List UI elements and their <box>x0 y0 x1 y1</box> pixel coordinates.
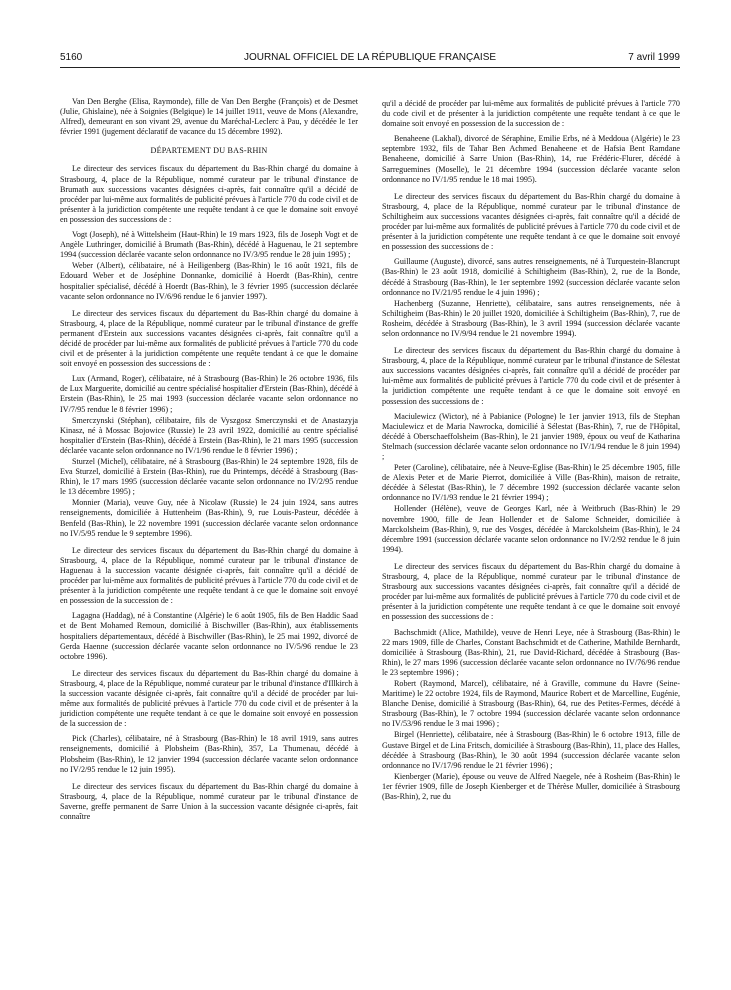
paragraph: Le directeur des services fiscaux du département du Bas-Rhin chargé du domaine à Strasbourg, 4, place de la République, nommé curateur par le tribunal d'instance de Schiltigheim aux successions vacantes désignées ci-après, fait connaître qu'il a décidé de procéder par lui-même aux formalités de publicité prévues à l'article 770 du code civil et de présenter à la juridiction compétente une requête tendant à ce que le domaine soit envoyé en possession des successions de : <box>382 191 680 252</box>
paragraph: Birgel (Henriette), célibataire, née à Strasbourg (Bas-Rhin) le 6 octobre 1913, fille de Gustave Birgel et de Lina Fritsch, domiciliée à Strasbourg (Bas-Rhin), 11, place des Halles, décédée à Strasbourg (Bas-Rhin), le 30 août 1994 (succession déclarée vacante selon ordonnance no IV/17/96 rendue le 21 février 1996) ; <box>382 730 680 770</box>
left-column <box>60 97 358 823</box>
paragraph: Maciulewicz (Wictor), né à Pabianice (Pologne) le 1er janvier 1913, fils de Stephan Maciulewicz et de Maria Nawrocka, domicilié à Sélestat (Bas-Rhin), 7, rue de l'Hôpital, décédé à Oberschaeffolsheim (Bas-Rhin), le 21 janvier 1989, époux ou veuf de Katharina Stelmach (succession déclarée vacante selon ordonnance no IV/1/94 rendue le 8 juin 1994) ; <box>382 411 680 461</box>
paragraph: Bachschmidt (Alice, Mathilde), veuve de Henri Leye, née à Strasbourg (Bas-Rhin) le 22 mars 1909, fille de Charles, Constant Bachschmidt et de Catherine, Mathilde Bernhardt, domiciliée à Strasbourg (Bas-Rhin), 21, rue David-Richard, décédée à Strasbourg (Bas-Rhin), le 27 mars 1996 (succession déclarée vacante selon ordonnance no IV/76/96 rendue le 23 septembre 1996) ; <box>382 627 680 677</box>
paragraph: Hachenberg (Suzanne, Henriette), célibataire, sans autres renseignements, née à Schiltigheim (Bas-Rhin) le 20 juillet 1920, domiciliée à Schiltigheim (Bas-Rhin), 7, rue de Rosheim, décédée à Strasbourg (Bas-Rhin), le 3 avril 1994 (succession déclarée vacante selon ordonnance no IV/9/94 rendue le 21 novembre 1994). <box>382 298 680 338</box>
paragraph: Van Den Berghe (Elisa, Raymonde), fille de Van Den Berghe (François) et de Desmet (Julie, Ghislaine), née à Soignies (Belgique) le 14 juillet 1911, veuve de Mons (Alexandre, Alfred), demeurant en son vivant 29, avenue du Maréchal-Leclerc à Pau, y décédée le 1er février 1991 (jugement déclaratif de vacance du 15 décembre 1992). <box>60 97 358 137</box>
paragraph: Le directeur des services fiscaux du département du Bas-Rhin chargé du domaine à Strasbourg, 4, place de la République, nommé curateur par le tribunal d'instance de Brumath aux successions vacantes désignées ci-après, fait connaître qu'il a décidé de procéder par lui-même aux formalités de publicité prévues à l'article 770 du code civil et de présenter à la juridiction compétente une requête tendant à ce que le domaine soit envoyé en possession des successions de : <box>60 164 358 224</box>
paragraph: Le directeur des services fiscaux du département du Bas-Rhin chargé du domaine à Strasbourg, 4, place de la République, nommé curateur par le tribunal d'instance de Haguenau à la succession vacante désignée ci-après, fait connaître qu'il a décidé de procéder par lui-même aux formalités de publicité prévues à l'article 770 du code civil et de présenter à la juridiction compétente une requête tendant à ce que le domaine soit envoyé en possession de la succession de : <box>60 545 358 606</box>
page-number: 5160 <box>60 52 83 63</box>
paragraph: Pick (Charles), célibataire, né à Strasbourg (Bas-Rhin) le 18 avril 1919, sans autres renseignements, domicilié à Plobsheim (Bas-Rhin), 357, La Thumenau, décédé à Plobsheim (Bas-Rhin), le 12 janvier 1994 (succession déclarée vacante selon ordonnance no IV/2/95 rendue le 12 juin 1995). <box>60 734 358 774</box>
paragraph: Le directeur des services fiscaux du département du Bas-Rhin chargé du domaine à Strasbourg, 4, place de la République, nommé curateur par le tribunal d'instance de greffe permanent d'Erstein aux successions vacantes désignées ci-après, fait connaître qu'il a décidé de procéder par lui-même aux formalités de publicité prévues à l'article 770 du code civil et de présenter à la juridiction compétente une requête tendant à ce que le domaine soit envoyé en possession des successions de : <box>60 308 358 369</box>
header-rule <box>60 67 680 68</box>
paragraph: Smerczynski (Stéphan), célibataire, fils de Vyszgosz Smerczynski et de Anastazyja Kinasz, né à Mossac Bojowice (Russie) le 23 avril 1922, domicilié au centre spécialisé hospitalier d'Erstein (Bas-Rhin), décédé à Erstein (Bas-Rhin), le 21 mars 1995 (succession déclarée vacante selon ordonnance no IV/1/96 rendue le 8 février 1996) ; <box>60 415 358 455</box>
paragraph: Le directeur des services fiscaux du département du Bas-Rhin chargé du domaine à Strasbourg, 4, place de la République, nommé curateur par le tribunal d'instance de Saverne, greffe permanent de Sarre Union à la succession vacante désignée ci-après, fait connaître <box>60 781 358 821</box>
paragraph: Peter (Caroline), célibataire, née à Neuve-Eglise (Bas-Rhin) le 25 décembre 1905, fille de Alexis Peter et de Marie Pierrot, domiciliée à Ville (Bas-Rhin), maison de retraite, décédée à Sélestat (Bas-Rhin), le 7 décembre 1992 (succession déclarée vacante selon ordonnance no IV/1/93 rendue le 21 février 1994) ; <box>382 463 680 503</box>
paragraph: Le directeur des services fiscaux du département du Bas-Rhin chargé du domaine à Strasbourg, 4, place de la République, nommé curateur par le tribunal d'instance de Sélestat aux successions vacantes désignées ci-après, fait connaître qu'il a décidé de procéder par lui-même aux formalités de publicité prévues à l'article 770 du code civil et de présenter à la juridiction compétente une requête tendant à ce que le domaine soit envoyé en possession des successions de : <box>382 346 680 406</box>
paragraph: Hollender (Hélène), veuve de Georges Karl, née à Weitbruch (Bas-Rhin) le 29 novembre 1900, fille de Jean Hollender et de Salome Schneider, domiciliée à Marckolsheim (Bas-Rhin), 9, rue des Vosges, décédée à Marckolsheim (Bas-Rhin), le 24 décembre 1991 (succession déclarée vacante selon ordonnance no IV/2/92 rendue le 8 juin 1994). <box>382 504 680 554</box>
paragraph: Vogt (Joseph), né à Wittelsheim (Haut-Rhin) le 19 mars 1923, fils de Joseph Vogt et de Angèle Luthringer, domicilié à Brumath (Bas-Rhin), décédé à Haguenau, le 21 septembre 1994 (succession déclarée vacante selon ordonnance no IV/3/95 rendue le 28 juin 1995) ; <box>60 230 358 260</box>
paragraph: Benaheene (Lakhal), divorcé de Séraphine, Emilie Erbs, né à Meddoua (Algérie) le 23 septembre 1932, fils de Tahar Ben Achmed Benaheene et de Hafsia Bent Ramdane Benaheene, domicilié à Sarre Union (Bas-Rhin), 14, rue Frédéric-Flurer, décédé à Sarreguemines (Moselle), le 21 décembre 1994 (succession déclarée vacante selon ordonnance no IV/1/95 rendue le 18 mai 1995). <box>382 134 680 184</box>
paragraph: qu'il a décidé de procéder par lui-même aux formalités de publicité prévues à l'article 770 du code civil et de présenter à la juridiction compétente une requête tendant à ce que le domaine soit envoyé en possession de la succession de : <box>382 99 680 129</box>
paragraph: Guillaume (Auguste), divorcé, sans autres renseignements, né à Turquestein-Blancrupt (Bas-Rhin) le 23 août 1918, domicilié à Schiltigheim (Bas-Rhin), 2, rue de la Bonde, décédé à Strasbourg (Bas-Rhin), le 1er septembre 1992 (succession déclarée vacante selon ordonnance no IV/21/95 rendue le 4 juin 1996) ; <box>382 257 680 297</box>
paragraph: Le directeur des services fiscaux du département du Bas-Rhin chargé du domaine à Strasbourg, 4, place de la République, nommé curateur par le tribunal d'instance de Strasbourg aux successions vacantes désignées ci-après, fait connaître qu'il a décidé de procéder par lui-même aux formalités de publicité prévues à l'article 770 du code civil et de présenter à la juridiction compétente une requête tendant à ce que le domaine soit envoyé en possession des successions de : <box>382 561 680 622</box>
paragraph: Sturzel (Michel), célibataire, né à Strasbourg (Bas-Rhin) le 24 septembre 1928, fils de Eva Sturzel, domicilié à Erstein (Bas-Rhin), rue du Printemps, décédé à Strasbourg (Bas-Rhin), le 17 mars 1995 (succession déclarée vacante selon ordonnance no IV/2/95 rendue le 13 décembre 1995) ; <box>60 457 358 497</box>
page-header <box>60 52 680 66</box>
paragraph: Lagagna (Haddag), né à Constantine (Algérie) le 6 août 1905, fils de Ben Haddic Saad et de Bent Mohamed Remoun, domicilié à Bischwiller (Bas-Rhin), aux établissements hospitaliers départementaux, décédé à Bischwiller (Bas-Rhin), le 25 mai 1992, divorcé de Gerda Haenne (succession déclarée vacante selon ordonnance no IV/5/96 rendue le 23 octobre 1996). <box>60 611 358 661</box>
paragraph: Monnier (Maria), veuve Guy, née à Nicolaw (Russie) le 24 juin 1924, sans autres renseignements, domiciliée à Huttenheim (Bas-Rhin), 9, rue Louis-Pasteur, décédée à Benfeld (Bas-Rhin), le 22 novembre 1991 (succession déclarée vacante selon ordonnance no IV/5/95 rendue le 9 septembre 1996). <box>60 498 358 538</box>
paragraph: Weber (Albert), célibataire, né à Heiligenberg (Bas-Rhin) le 16 août 1921, fils de Edouard Weber et de Joséphine Donnanke, domicilié à Hoerdt (Bas-Rhin), centre hospitalier spécialisé, décédé à Hoerdt (Bas-Rhin), le 3 février 1995 (succession déclarée vacante selon ordonnance no IV/6/96 rendue le 6 janvier 1997). <box>60 261 358 301</box>
journal-title: JOURNAL OFFICIEL DE LA RÉPUBLIQUE FRANÇAISE <box>243 52 497 63</box>
section-heading: DÉPARTEMENT DU BAS-RHIN <box>150 146 268 156</box>
issue-date: 7 avril 1999 <box>628 52 680 63</box>
paragraph: Kienberger (Marie), épouse ou veuve de Alfred Naegele, née à Rosheim (Bas-Rhin) le 1er février 1909, fille de Joseph Kienberger et de Thérèse Muller, domiciliée à Strasbourg (Bas-Rhin), 2, rue du <box>382 771 680 801</box>
paragraph: Robert (Raymond, Marcel), célibataire, né à Graville, commune du Havre (Seine-Maritime) le 22 octobre 1924, fils de Raymond, Maurice Robert et de Marcelline, Eugénie, Blanche Denise, domicilié à Strasbourg (Bas-Rhin), 64, rue des Petites-Fermes, décédé à Strasbourg (Bas-Rhin), le 7 octobre 1994 (succession déclarée vacante selon ordonnance no IV/53/96 rendue le 3 mai 1996) ; <box>382 678 680 729</box>
paragraph: Le directeur des services fiscaux du département du Bas-Rhin chargé du domaine à Strasbourg, 4, place de la République, nommé curateur par le tribunal d'instance d'Illkirch à la succession vacante désignée ci-après, fait connaître qu'il a décidé de procéder par lui-même aux formalités de publicité prévues à l'article 770 du code civil et de présenter à la juridiction compétente une requête tendant à ce que le domaine soit envoyé en possession de la succession de : <box>60 668 358 729</box>
paragraph: Lux (Armand, Roger), célibataire, né à Strasbourg (Bas-Rhin) le 26 octobre 1936, fils de Lux Marguerite, domicilié au centre spécialisé hospitalier d'Erstein (Bas-Rhin), décédé à Erstein (Bas-Rhin), le 25 mai 1993 (succession déclarée vacante selon ordonnance no IV/7/95 rendue le 8 février 1996) ; <box>60 374 358 414</box>
right-column <box>382 99 680 803</box>
